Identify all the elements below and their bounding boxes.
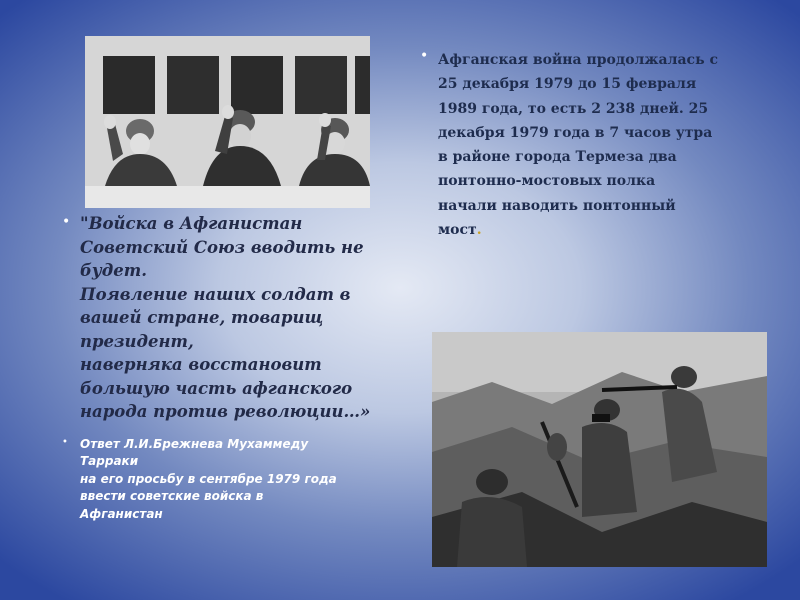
history-section xyxy=(420,48,750,242)
leaders-on-podium-photo xyxy=(85,36,370,208)
afghan-war-paragraph xyxy=(438,48,750,242)
bullet-icon: • xyxy=(62,436,68,448)
quote-section xyxy=(62,212,382,523)
soldiers-photo xyxy=(432,332,767,567)
quote-item xyxy=(62,212,382,424)
quote-attribution: Ответ Л.И.Брежнева Мухаммеду Тарраки на его просьбу в сентябре 1979 года ввести советские войска в Афганистан xyxy=(80,436,337,521)
bullet-icon: • xyxy=(420,48,429,64)
attribution-item xyxy=(62,436,382,524)
paragraph-period: . xyxy=(476,222,482,239)
brezhnev-quote: "Войска в Афганистан Советский Союз вводить не будет. Появление наших солдат в вашей стране, товарищ президент, наверняка восстановит большую часть афганского народа против революции…» xyxy=(80,214,371,421)
history-item xyxy=(420,48,750,242)
bullet-icon: • xyxy=(62,214,71,230)
afghan-war-text: Афганская война продолжалась с 25 декабря 1979 до 15 февраля 1989 года, то есть 2 238 дней. 25 декабря 1979 года в 7 часов утра в районе города Термеза два понтонно-мостовых полка начали наводить понтонный мост xyxy=(438,52,718,239)
